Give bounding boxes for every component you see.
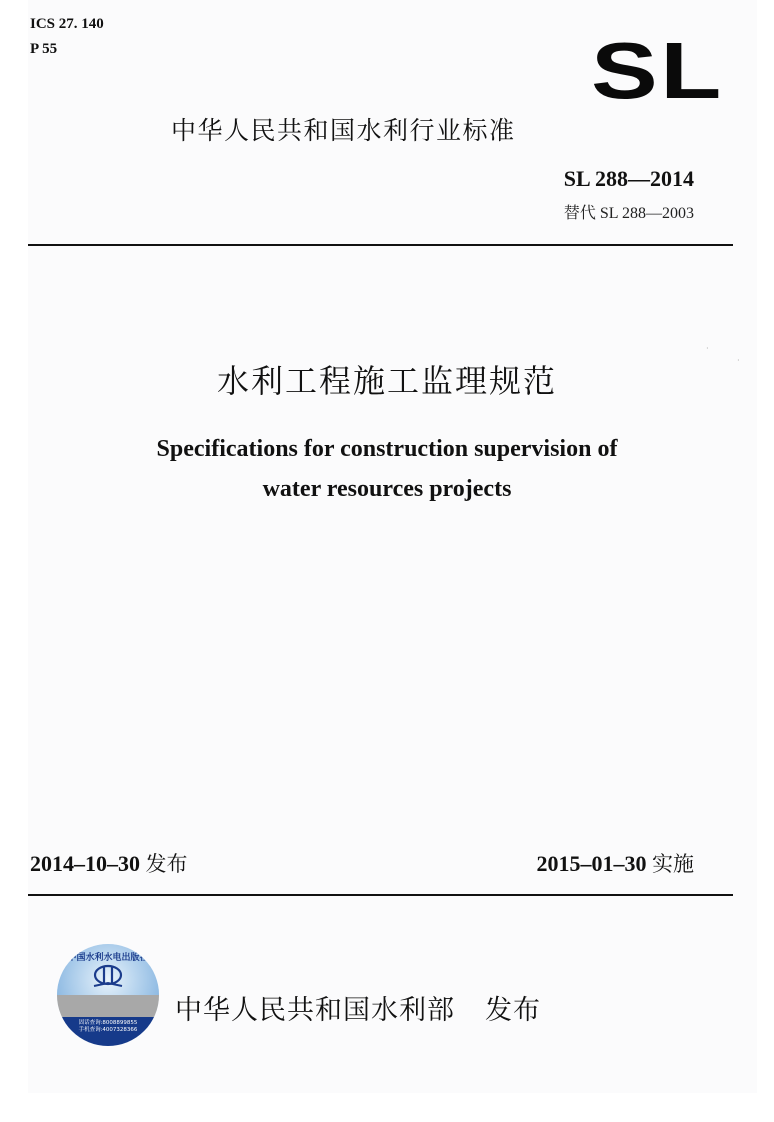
implement-label: 实施 (652, 852, 694, 876)
bottom-divider (28, 894, 733, 896)
classification-codes (30, 12, 104, 62)
sl-logo: SL (591, 26, 724, 115)
publisher-name: 中华人民共和国水利部 (175, 995, 455, 1026)
publisher-emblem-icon (91, 964, 125, 990)
cover-page (28, 0, 757, 1093)
issue-label: 发布 (145, 852, 188, 876)
title-english-line2: water resources projects (262, 476, 512, 502)
seal-tel-landline: 固话查询:8008899855 (78, 1020, 138, 1026)
seal-publisher-text: 中国水利水电出版社 (67, 953, 149, 963)
standard-number: SL 288—2014 (563, 166, 694, 191)
publish-label: 发布 (485, 995, 541, 1026)
replaces-standard: 替代 SL 288—2003 (563, 205, 694, 222)
publisher-line (175, 988, 541, 1027)
anti-counterfeit-seal-icon (57, 944, 159, 1046)
issue-date-value: 2014–10–30 (30, 851, 140, 876)
implement-date (537, 848, 695, 878)
classification-code: P 55 (30, 41, 58, 57)
title-chinese: 水利工程施工监理规范 (216, 362, 557, 400)
scan-speck: · (706, 344, 709, 353)
top-divider (28, 244, 733, 246)
industry-standard-heading: 中华人民共和国水利行业标准 (171, 116, 516, 145)
implement-date-value: 2015–01–30 (536, 851, 647, 876)
title-english-line1: Specifications for construction supervision of (156, 436, 618, 462)
issue-date (30, 848, 188, 878)
seal-tel-mobile: 手机查询:4007328366 (78, 1027, 138, 1033)
ics-code: ICS 27. 140 (30, 16, 104, 32)
scan-speck: · (737, 356, 740, 365)
seal-scratch-band (57, 995, 159, 1017)
